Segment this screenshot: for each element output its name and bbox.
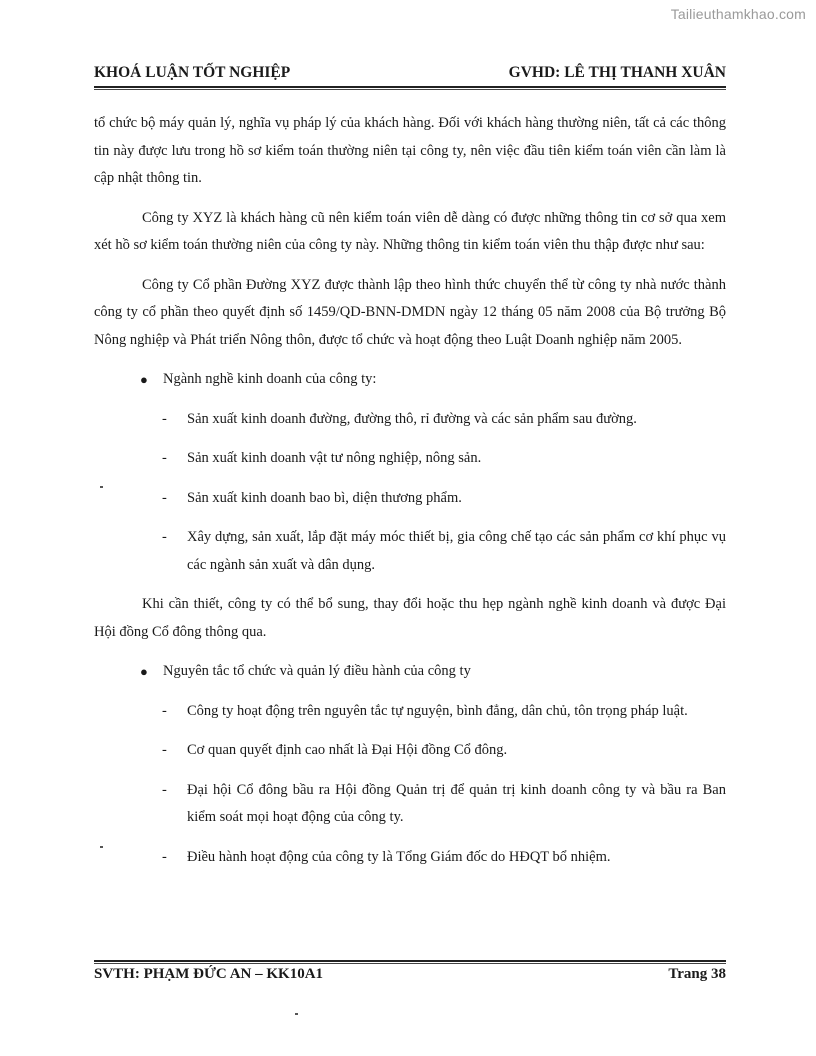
page-body: [94, 110, 726, 883]
section-heading-organization: [94, 658, 726, 686]
paragraph: Công ty XYZ là khách hàng cũ nên kiểm toán viên dễ dàng có được những thông tin cơ sở qua xem xét hồ sơ kiểm toán thường niên của công ty này. Những thông tin kiểm toán viên thu thập được như sau:: [94, 209, 726, 253]
list-item-text: Đại hội Cổ đông bầu ra Hội đồng Quản trị để quản trị kinh doanh công ty và bầu ra Ban kiểm soát mọi hoạt động của công ty.: [187, 781, 726, 825]
dash-icon: -: [162, 410, 167, 427]
paragraph: tổ chức bộ máy quản lý, nghĩa vụ pháp lý của khách hàng. Đối với khách hàng thường niên, tất cả các thông tin này được lưu trong hồ sơ kiểm toán thường niên tại công ty, nên việc đầu tiên kiểm toán viên cần làm là cập nhật thông tin.: [94, 115, 726, 186]
list-item-text: Xây dựng, sản xuất, lắp đặt máy móc thiết bị, gia công chế tạo các sản phẩm cơ khí phục vụ các ngành sản xuất và dân dụng.: [187, 529, 726, 573]
list-item: [94, 737, 726, 765]
list-item-text: Sản xuất kinh doanh đường, đường thô, rỉ đường và các sản phẩm sau đường.: [187, 410, 637, 427]
paragraph: Khi cần thiết, công ty có thể bổ sung, thay đổi hoặc thu hẹp ngành nghề kinh doanh và được Đại Hội đồng Cổ đông thông qua.: [94, 596, 726, 640]
list-item-text: Điều hành hoạt động của công ty là Tổng Giám đốc do HĐQT bổ nhiệm.: [187, 848, 611, 865]
footer-rule: [94, 960, 726, 964]
scan-speck: [295, 1013, 298, 1015]
list-item-text: Cơ quan quyết định cao nhất là Đại Hội đồng Cổ đông.: [187, 742, 508, 758]
page-number: Trang 38: [668, 966, 726, 982]
paragraph: Công ty Cổ phần Đường XYZ được thành lập theo hình thức chuyển thể từ công ty nhà nước thành công ty cổ phần theo quyết định số 1459/QD-BNN-DMDN ngày 12 tháng 05 năm 2008 của Bộ trưởng Bộ Nông nghiệp và Phát triển Nông thôn, được tổ chức và hoạt động theo Luật Doanh nghiệp năm 2005.: [94, 276, 726, 348]
page-header: [94, 64, 726, 82]
watermark-text: Tailieuthamkhao.com: [670, 6, 806, 22]
bullet-icon: ●: [140, 372, 148, 387]
list-item: [94, 445, 726, 473]
page-footer: [94, 966, 726, 983]
list-item-text: Sản xuất kinh doanh bao bì, diện thương phẩm.: [187, 489, 462, 506]
section-title: Ngành nghề kinh doanh của công ty:: [163, 371, 377, 387]
list-item: [94, 777, 726, 832]
dash-icon: -: [162, 848, 167, 865]
footer-student: SVTH: PHẠM ĐỨC AN – KK10A1: [94, 966, 324, 982]
section-title: Nguyên tắc tổ chức và quản lý điều hành của công ty: [163, 663, 471, 679]
dash-icon: -: [162, 702, 167, 719]
list-item: [94, 524, 726, 579]
header-thesis-title: KHOÁ LUẬN TỐT NGHIỆP: [94, 64, 291, 81]
list-item-text: Công ty hoạt động trên nguyên tắc tự nguyện, bình đẳng, dân chủ, tôn trọng pháp luật.: [187, 702, 688, 719]
list-item-text: Sản xuất kinh doanh vật tư nông nghiệp, nông sản.: [187, 450, 482, 466]
scan-speck: [100, 846, 103, 848]
dash-icon: -: [162, 450, 167, 466]
list-item: [94, 844, 726, 872]
dash-icon: -: [162, 489, 167, 506]
dash-icon: -: [162, 781, 167, 798]
header-rule: [94, 86, 726, 90]
section-heading-business-lines: [94, 366, 726, 394]
header-supervisor: GVHD: LÊ THỊ THANH XUÂN: [508, 64, 726, 81]
dash-icon: -: [162, 529, 167, 545]
list-item: [94, 485, 726, 513]
list-item: [94, 406, 726, 434]
dash-icon: -: [162, 742, 167, 758]
bullet-icon: ●: [140, 664, 148, 679]
scan-speck: [100, 486, 103, 488]
list-item: [94, 698, 726, 726]
